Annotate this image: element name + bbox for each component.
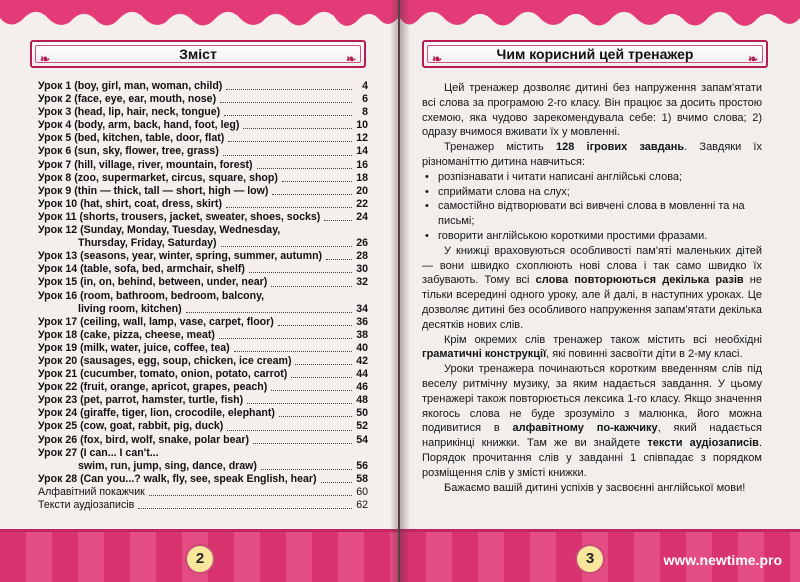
- toc-row: [38, 250, 368, 263]
- leader-dots: [278, 316, 352, 326]
- toc-page-number: 8: [354, 106, 368, 119]
- leader-dots: [220, 93, 352, 103]
- pink-drip-decoration: [0, 0, 398, 34]
- toc-page-number: 10: [354, 119, 368, 132]
- toc-page-number: 26: [354, 237, 368, 250]
- toc-row: [38, 407, 368, 420]
- toc-page-number: 62: [354, 499, 368, 512]
- list-item: • самостійно відтворювати всі вивчені слова в мовленні та на письмі;: [422, 199, 762, 229]
- toc-row: [38, 420, 368, 433]
- toc-page-number: 18: [354, 172, 368, 185]
- toc-entry-text: Thursday, Friday, Saturday): [78, 237, 217, 250]
- leader-dots: [219, 329, 352, 339]
- text: не тільки всередині одного уроку, але й далі, в наступних уроках. Це дозволяє дитині без особливого напруження запам'ятати декілька десятків нових слів.: [422, 274, 762, 331]
- toc-entry-text: Урок 12 (Sunday, Monday, Tuesday, Wednesday,: [38, 224, 281, 237]
- toc-entry-text: Урок 19 (milk, water, juice, coffee, tea): [38, 341, 230, 354]
- toc-page-number: 4: [354, 80, 368, 93]
- toc-page-number: 56: [354, 460, 368, 473]
- leader-dots: [234, 342, 352, 352]
- toc-row: [38, 316, 368, 329]
- toc-row: [38, 93, 368, 106]
- toc-entry-text: swim, run, jump, sing, dance, draw): [78, 459, 257, 472]
- toc-row: [38, 172, 368, 185]
- toc-row: [38, 342, 368, 355]
- text: Крім окремих слів тренажер також містить всі необхідні: [444, 333, 762, 346]
- toc-page-number: 20: [354, 185, 368, 198]
- leader-dots: [271, 276, 352, 286]
- toc-page-number: [354, 290, 368, 303]
- toc-entry-text: Урок 3 (head, lip, hair, neck, tongue): [38, 106, 221, 119]
- toc-page-number: 6: [354, 93, 368, 106]
- toc-page-number: 40: [354, 342, 368, 355]
- toc-page-number: 32: [354, 276, 368, 289]
- toc-entry-text: Урок 26 (fox, bird, wolf, snake, polar bear): [38, 433, 250, 446]
- toc-entry-text: Урок 25 (cow, goat, rabbit, pig, duck): [38, 420, 224, 433]
- toc-entry-text: Урок 16 (room, bathroom, bedroom, balcony,: [38, 289, 265, 302]
- toc-row: [38, 119, 368, 132]
- toc-page-number: [354, 224, 368, 237]
- toc-entry-text: Урок 8 (zoo, supermarket, circus, square, shop): [38, 171, 278, 184]
- toc-row: [38, 106, 368, 119]
- toc-entry-text: Урок 10 (hat, shirt, coat, dress, skirt): [38, 197, 222, 210]
- toc-entry-text: Тексти аудіозаписів: [38, 499, 135, 511]
- paragraph: [422, 140, 762, 170]
- toc-row: [38, 185, 368, 198]
- toc-entry-text: Урок 13 (seasons, year, winter, spring, summer, autumn): [38, 250, 323, 263]
- toc-entry-text: Урок 22 (fruit, orange, apricot, grapes, peach): [38, 381, 268, 394]
- text: , які повинні засвоїти діти в 2-му класі.: [546, 348, 743, 361]
- text: У книжці враховуються особливості пам'яті маленьких дітей — вони швидко схоплюють нові слова і так само швидко їх забувають. Тому всі: [422, 244, 762, 287]
- toc-entry-text: Урок 23 (pet, parrot, hamster, turtle, fish): [38, 394, 244, 407]
- pink-drip-decoration: [400, 0, 800, 34]
- website-link[interactable]: www.newtime.pro: [663, 552, 782, 568]
- leader-dots: [228, 132, 352, 142]
- toc-entry-text: Урок 17 (ceiling, wall, lamp, vase, carpet, floor): [38, 315, 274, 328]
- toc-page-number: [354, 447, 368, 460]
- toc-entry-text: Урок 21 (cucumber, tomato, onion, potato, carrot): [38, 368, 288, 381]
- list-item: • сприймати слова на слух;: [422, 185, 762, 200]
- toc-row: [38, 434, 368, 447]
- leader-dots: [261, 460, 352, 470]
- paragraph: Цей тренажер дозволяє дитині без напруження запам'ятати всі слова за програмою 2-го класу. Він працює за досить простою схемою, яка чудово зарекомендувала себе: 1) вчимо слова; 2) одразу вчимося вживати їх у мовленні.: [422, 82, 762, 139]
- leader-dots: [257, 159, 352, 169]
- toc-row: [38, 145, 368, 158]
- toc-entry-text: Урок 18 (cake, pizza, cheese, meat): [38, 328, 215, 341]
- toc-page-number: 36: [354, 316, 368, 329]
- toc-row: [38, 368, 368, 381]
- leader-dots: [138, 499, 352, 509]
- toc-entry-text: Урок 6 (sun, sky, flower, tree, grass): [38, 145, 219, 158]
- leader-dots: [279, 407, 352, 417]
- toc-row: [38, 329, 368, 342]
- toc-page-number: 58: [354, 473, 368, 486]
- toc-entry-text: Урок 1 (boy, girl, man, woman, child): [38, 80, 223, 92]
- toc-row: [38, 211, 368, 224]
- leader-dots: [223, 145, 352, 155]
- paragraph: [422, 244, 762, 333]
- toc-row: [38, 394, 368, 407]
- leader-dots: [221, 237, 352, 247]
- toc-page-number: 24: [354, 211, 368, 224]
- page-number: 2: [185, 544, 215, 574]
- bold-text: граматичні конструкції: [422, 348, 547, 361]
- toc-row: [38, 460, 368, 473]
- leader-dots: [226, 80, 352, 90]
- text: . Порядок прочитання слів у завданні 1 співпадає з порядком розміщення слів у змісті книжки.: [422, 437, 762, 479]
- toc-page-number: 14: [354, 145, 368, 158]
- leader-dots: [253, 434, 352, 444]
- toc-page-number: 46: [354, 381, 368, 394]
- toc-row: [38, 263, 368, 276]
- toc-row: [38, 80, 368, 93]
- toc-page-number: 48: [354, 394, 368, 407]
- list-item: • розпізнавати і читати написані англійські слова;: [422, 170, 762, 185]
- leader-dots: [249, 263, 352, 273]
- toc-page-number: 42: [354, 355, 368, 368]
- toc-row: [38, 303, 368, 316]
- intro-title-box: [422, 40, 768, 68]
- toc-row: [38, 473, 368, 486]
- toc-row: [38, 447, 368, 460]
- toc-entry-text: Урок 7 (hill, village, river, mountain, forest): [38, 158, 253, 171]
- toc-title-box: [30, 40, 366, 68]
- toc-entry-text: Урок 20 (sausages, egg, soup, chicken, ice cream): [38, 354, 292, 367]
- bold-text: тексти аудіозаписів: [647, 437, 759, 450]
- toc-row: [38, 499, 368, 512]
- toc-page-number: 28: [354, 250, 368, 263]
- toc-page-number: 52: [354, 420, 368, 433]
- skills-list: [422, 170, 762, 244]
- toc-row: [38, 198, 368, 211]
- toc-entry-text: Урок 5 (bed, kitchen, table, door, flat): [38, 132, 225, 145]
- toc-row: [38, 237, 368, 250]
- leader-dots: [186, 303, 352, 313]
- leader-dots: [149, 486, 352, 496]
- table-of-contents: [38, 80, 368, 512]
- toc-row: [38, 486, 368, 499]
- toc-row: [38, 132, 368, 145]
- toc-title: Зміст: [179, 46, 217, 62]
- toc-row: [38, 276, 368, 289]
- toc-page-number: 22: [354, 198, 368, 211]
- leader-dots: [291, 368, 352, 378]
- toc-page-number: 16: [354, 159, 368, 172]
- bold-text: слова повторюються декілька разів: [535, 274, 744, 287]
- ornament-icon: ❧: [747, 52, 758, 66]
- page-number: 3: [575, 544, 605, 574]
- toc-entry-text: Урок 9 (thin — thick, tall — short, high — low): [38, 184, 269, 197]
- leader-dots: [321, 473, 352, 483]
- leader-dots: [282, 172, 352, 182]
- intro-title: Чим корисний цей тренажер: [496, 46, 694, 62]
- toc-entry-text: Урок 4 (body, arm, back, hand, foot, leg): [38, 119, 240, 132]
- text: , який надається наприкінці книжки. Там же ви знайдете: [422, 422, 762, 450]
- left-page: [0, 0, 398, 582]
- toc-entry-text: Урок 14 (table, sofa, bed, armchair, shelf): [38, 263, 245, 276]
- ornament-icon: ❧: [432, 52, 443, 66]
- intro-text: [422, 81, 762, 495]
- leader-dots: [272, 185, 352, 195]
- toc-entry-text: Урок 15 (in, on, behind, between, under, near): [38, 276, 268, 289]
- list-item: • говорити англійською короткими простими фразами.: [422, 229, 762, 244]
- bold-text: алфавітному по-кажчику: [512, 422, 658, 435]
- leader-dots: [243, 119, 352, 129]
- leader-dots: [226, 198, 352, 208]
- toc-page-number: 12: [354, 132, 368, 145]
- paragraph: [422, 362, 762, 480]
- toc-entry-text: Урок 24 (giraffe, tiger, lion, crocodile, elephant): [38, 407, 275, 420]
- toc-page-number: 38: [354, 329, 368, 342]
- text: Тренажер містить: [444, 141, 556, 154]
- leader-dots: [324, 211, 352, 221]
- toc-row: [38, 159, 368, 172]
- toc-page-number: 44: [354, 368, 368, 381]
- toc-entry-text: Алфавітний покажчик: [38, 485, 145, 498]
- toc-entry-text: Урок 11 (shorts, trousers, jacket, sweater, shoes, socks): [38, 210, 321, 223]
- paragraph: [422, 333, 762, 363]
- ornament-icon: ❧: [345, 52, 356, 66]
- toc-row: [38, 381, 368, 394]
- paragraph: Бажаємо вашій дитині успіхів у засвоєнні англійської мови!: [444, 481, 746, 494]
- toc-entry-text: Урок 27 (I can... I can't...: [38, 446, 159, 459]
- leader-dots: [295, 355, 352, 365]
- toc-entry-text: Урок 28 (Can you...? walk, fly, see, speak English, hear): [38, 472, 317, 485]
- toc-page-number: 54: [354, 434, 368, 447]
- toc-page-number: 50: [354, 407, 368, 420]
- leader-dots: [224, 106, 352, 116]
- toc-page-number: 34: [354, 303, 368, 316]
- toc-row: [38, 224, 368, 237]
- toc-row: [38, 290, 368, 303]
- book-spine: [390, 0, 410, 582]
- leader-dots: [227, 420, 352, 430]
- toc-page-number: 60: [354, 486, 368, 499]
- toc-row: [38, 355, 368, 368]
- leader-dots: [247, 394, 352, 404]
- leader-dots: [163, 447, 352, 457]
- leader-dots: [271, 381, 352, 391]
- leader-dots: [268, 290, 352, 300]
- text: . Завдяки їх різноманіттю дитина навчиться:: [422, 141, 762, 168]
- toc-page-number: 30: [354, 263, 368, 276]
- leader-dots: [284, 224, 352, 234]
- text: Уроки тренажера починаються коротким введенням слів під веселу ритмічну музику, за яким надається завдання. У цьому тренажері також повторюється лексика 1-го класу. Якщо значення якогось слова не буде зрозуміло з малюнка, його можна подивитися в: [422, 363, 762, 435]
- ornament-icon: ❧: [40, 52, 51, 66]
- leader-dots: [326, 250, 352, 260]
- bold-text: 128 ігрових завдань: [555, 141, 685, 154]
- toc-entry-text: Урок 2 (face, eye, ear, mouth, nose): [38, 93, 217, 106]
- toc-entry-text: living room, kitchen): [78, 302, 182, 315]
